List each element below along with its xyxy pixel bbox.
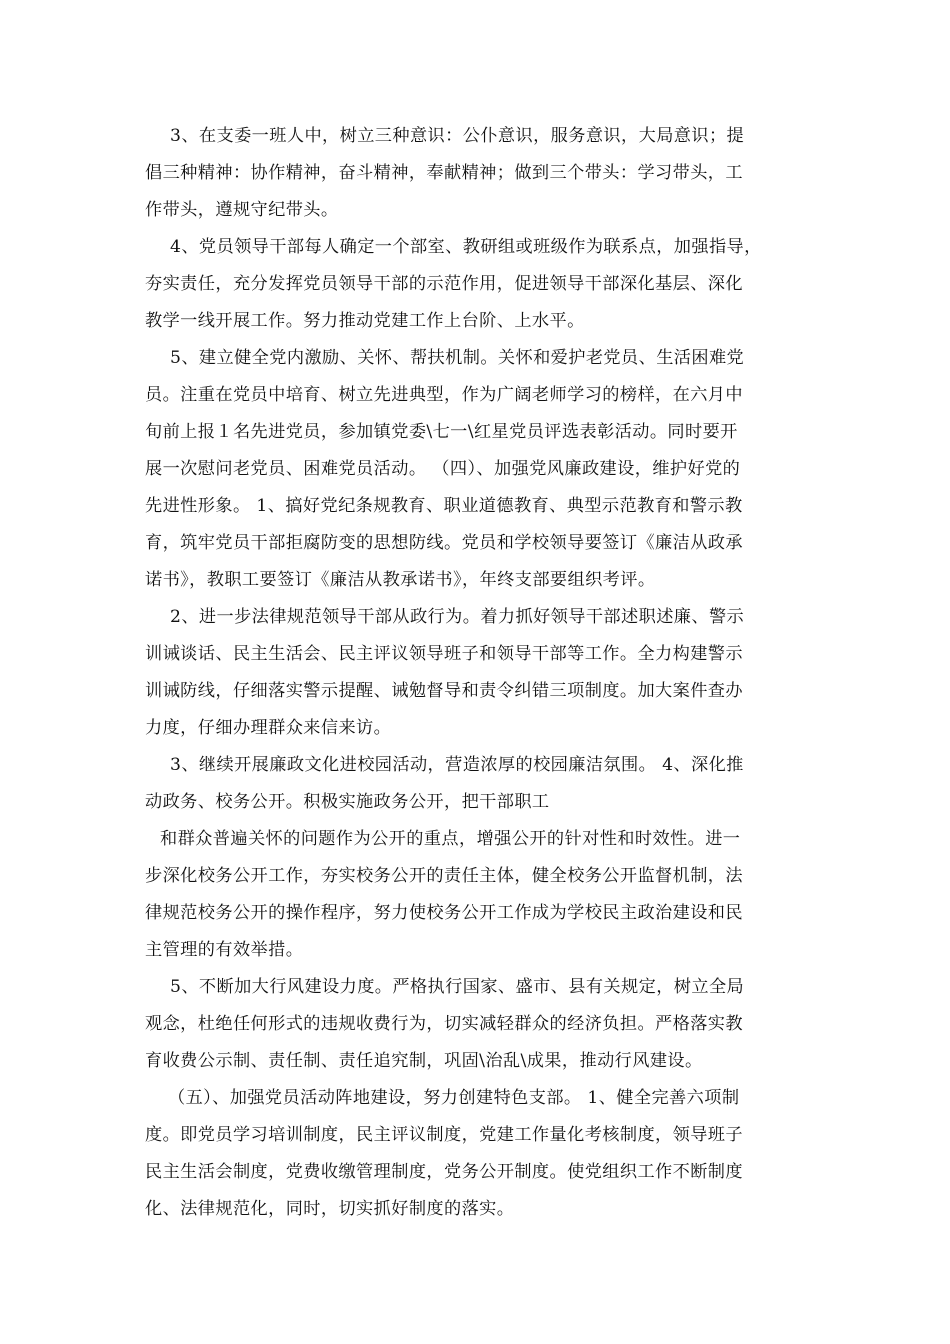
text-line: 展一次慰问老党员、困难党员活动。 （四）、加强党风廉政建设，维护好党的: [145, 459, 741, 479]
text-line: 训诫防线，仔细落实警示提醒、诫勉督导和责令纠错三项制度。加大案件查办: [145, 681, 743, 701]
text-line: 诺书》，教职工要签订《廉洁从教承诺书》，年终支部要组织考评。: [145, 570, 656, 590]
text-line: 教学一线开展工作。努力推动党建工作上台阶、上水平。: [145, 311, 585, 331]
text-line: 训诫谈话、民主生活会、民主评议领导班子和领导干部等工作。全力构建警示: [145, 644, 743, 664]
text-line: 倡三种精神：协作精神，奋斗精神，奉献精神；做到三个带头：学习带头，工: [145, 163, 743, 183]
text-line: 作带头，遵规守纪带头。: [145, 200, 339, 220]
text-line: 3、在支委一班人中，树立三种意识：公仆意识，服务意识，大局意识；提: [170, 126, 745, 146]
text-line: 3、继续开展廉政文化进校园活动，营造浓厚的校园廉洁氛围。 4、深化推: [170, 755, 744, 775]
text-line: 化、法律规范化，同时，切实抓好制度的落实。: [145, 1199, 515, 1219]
text-line: 2、进一步法律规范领导干部从政行为。着力抓好领导干部述职述廉、警示: [170, 607, 745, 627]
text-line: 育，筑牢党员干部拒腐防变的思想防线。党员和学校领导要签订《廉洁从政承: [145, 533, 743, 553]
text-line: 5、不断加大行风建设力度。严格执行国家、盛市、县有关规定，树立全局: [170, 977, 745, 997]
text-line: 主管理的有效举措。: [145, 940, 304, 960]
text-line: 律规范校务公开的操作程序，努力使校务公开工作成为学校民主政治建设和民: [145, 903, 743, 923]
text-line: 观念，杜绝任何形式的违规收费行为，切实减轻群众的经济负担。严格落实教: [145, 1014, 743, 1034]
text-line: 度。即党员学习培训制度，民主评议制度，党建工作量化考核制度，领导班子: [145, 1125, 743, 1145]
text-line: 民主生活会制度，党费收缴管理制度，党务公开制度。使党组织工作不断制度: [145, 1162, 743, 1182]
text-line: 5、建立健全党内激励、关怀、帮扶机制。关怀和爱护老党员、生活困难党: [170, 348, 745, 368]
text-line: 先进性形象。 1、搞好党纪条规教育、职业道德教育、典型示范教育和警示教: [145, 496, 743, 516]
text-line: 步深化校务公开工作，夯实校务公开的责任主体，健全校务公开监督机制，法: [145, 866, 743, 886]
text-line: 夯实责任，充分发挥党员领导干部的示范作用，促进领导干部深化基层、深化: [145, 274, 743, 294]
text-line: 旬前上报１名先进党员，参加镇党委\七一\红星党员评选表彰活动。同时要开: [145, 422, 738, 442]
text-line: 动政务、校务公开。积极实施政务公开，把干部职工: [145, 792, 550, 812]
text-line: 4、党员领导干部每人确定一个部室、教研组或班级作为联系点，加强指导，: [170, 237, 762, 257]
text-line: 员。注重在党员中培育、树立先进典型，作为广阔老师学习的榜样，在六月中: [145, 385, 743, 405]
text-line: 育收费公示制、责任制、责任追究制，巩固\治乱\成果，推动行风建设。: [145, 1051, 703, 1071]
text-line: （五）、加强党员活动阵地建设，努力创建特色支部。 1、健全完善六项制: [168, 1088, 740, 1108]
text-line: 力度，仔细办理群众来信来访。: [145, 718, 392, 738]
text-line: 和群众普遍关怀的问题作为公开的重点，增强公开的针对性和时效性。进一: [160, 829, 741, 849]
